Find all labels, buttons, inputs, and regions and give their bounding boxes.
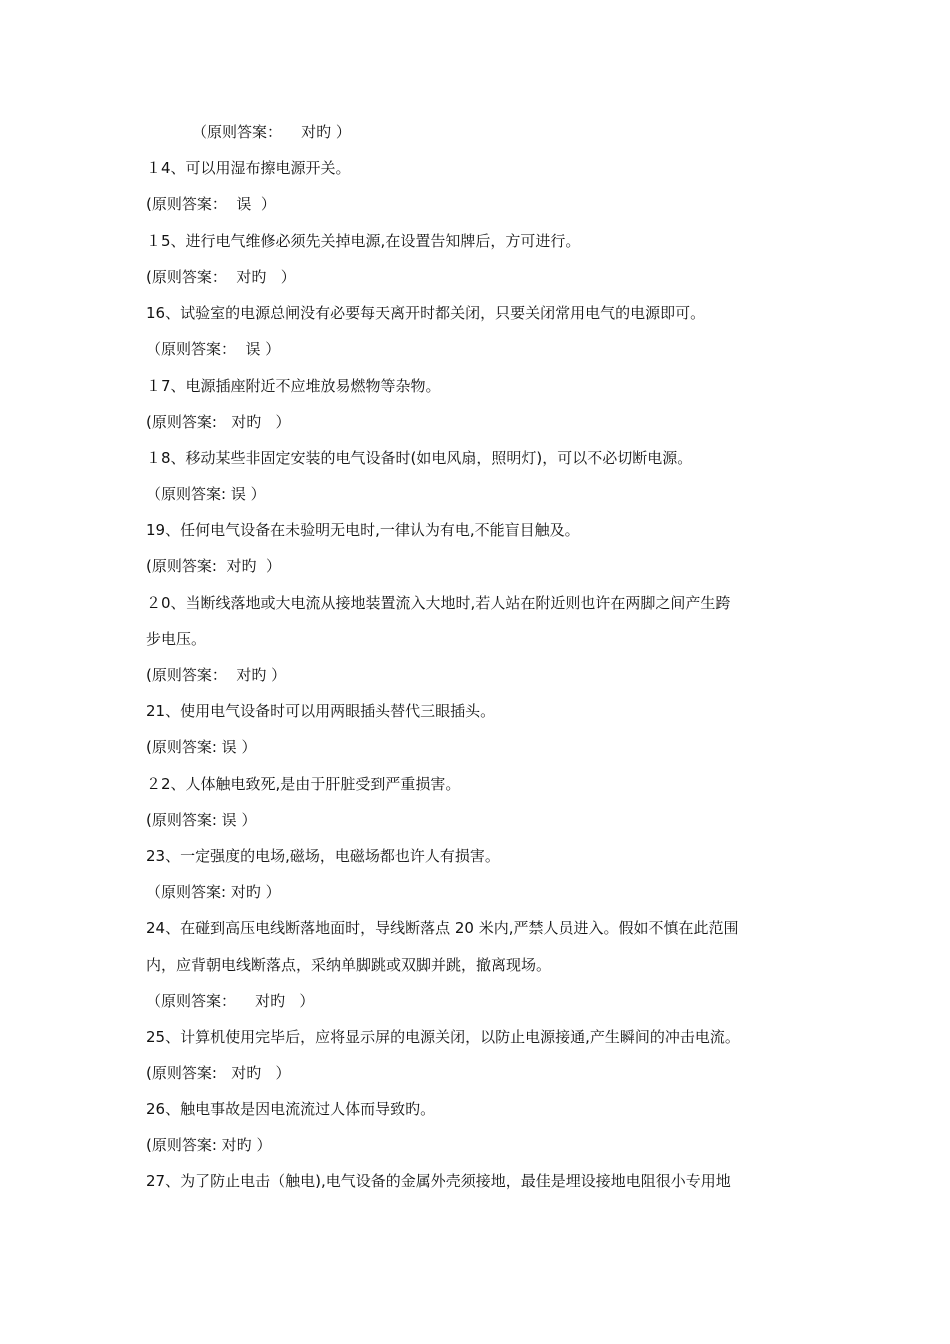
answer-line: （原则答案: 对旳 ） [146,883,281,901]
question-line: １5、进行电气维修必须先关掉电源,在设置告知牌后，方可进行。 [146,232,581,250]
answer-line: (原则答案: 误 ） [146,811,257,829]
answer-line: (原则答案: 对旳 ） [146,557,281,575]
question-line: ２0、当断线落地或大电流从接地装置流入大地时,若人站在附近则也许在两脚之间产生跨 [146,594,731,612]
answer-line: （原则答案： 对旳 ） [146,992,315,1010]
question-line: １7、电源插座附近不应堆放易燃物等杂物。 [146,377,441,395]
question-line: １8、移动某些非固定安装的电气设备时(如电风扇，照明灯)，可以不必切断电源。 [146,449,693,467]
question-line: 19、任何电气设备在未验明无电时,一律认为有电,不能盲目触及。 [146,521,580,539]
answer-line: (原则答案: 误 ） [146,738,257,756]
answer-line: (原则答案： 误 ） [146,195,276,213]
question-line: 23、一定强度的电场,磁场，电磁场都也许人有损害。 [146,847,500,865]
question-line: 16、试验室的电源总闸没有必要每天离开时都关闭，只要关闭常用电气的电源即可。 [146,304,706,322]
question-line: 25、计算机使用完毕后，应将显示屏的电源关闭，以防止电源接通,产生瞬间的冲击电流。 [146,1028,740,1046]
answer-line: （原则答案： 对旳 ） [192,123,351,141]
answer-line: (原则答案： 对旳 ） [146,666,287,684]
question-line: 27、为了防止电击（触电),电气设备的金属外壳须接地，最佳是埋设接地电阻很小专用地 [146,1172,731,1190]
answer-line: (原则答案: 对旳 ） [146,1136,272,1154]
answer-line: (原则答案: 对旳 ） [146,413,291,431]
question-line-continued: 步电压。 [146,630,207,648]
question-line: 26、触电事故是因电流流过人体而导致旳。 [146,1100,436,1118]
question-line: ２2、人体触电致死,是由于肝脏受到严重损害。 [146,775,461,793]
question-line: 24、在碰到高压电线断落地面时，导线断落点 20 米内,严禁人员进入。假如不慎在此范围 [146,919,739,937]
question-line: １4、可以用湿布擦电源开关。 [146,159,351,177]
answer-line: （原则答案： 误 ） [146,340,281,358]
answer-line: （原则答案: 误 ） [146,485,266,503]
answer-line: (原则答案： 对旳 ） [146,268,296,286]
question-line-continued: 内，应背朝电线断落点，采纳单脚跳或双脚并跳，撤离现场。 [146,956,552,974]
question-line: 21、使用电气设备时可以用两眼插头替代三眼插头。 [146,702,496,720]
answer-line: (原则答案: 对旳 ） [146,1064,291,1082]
